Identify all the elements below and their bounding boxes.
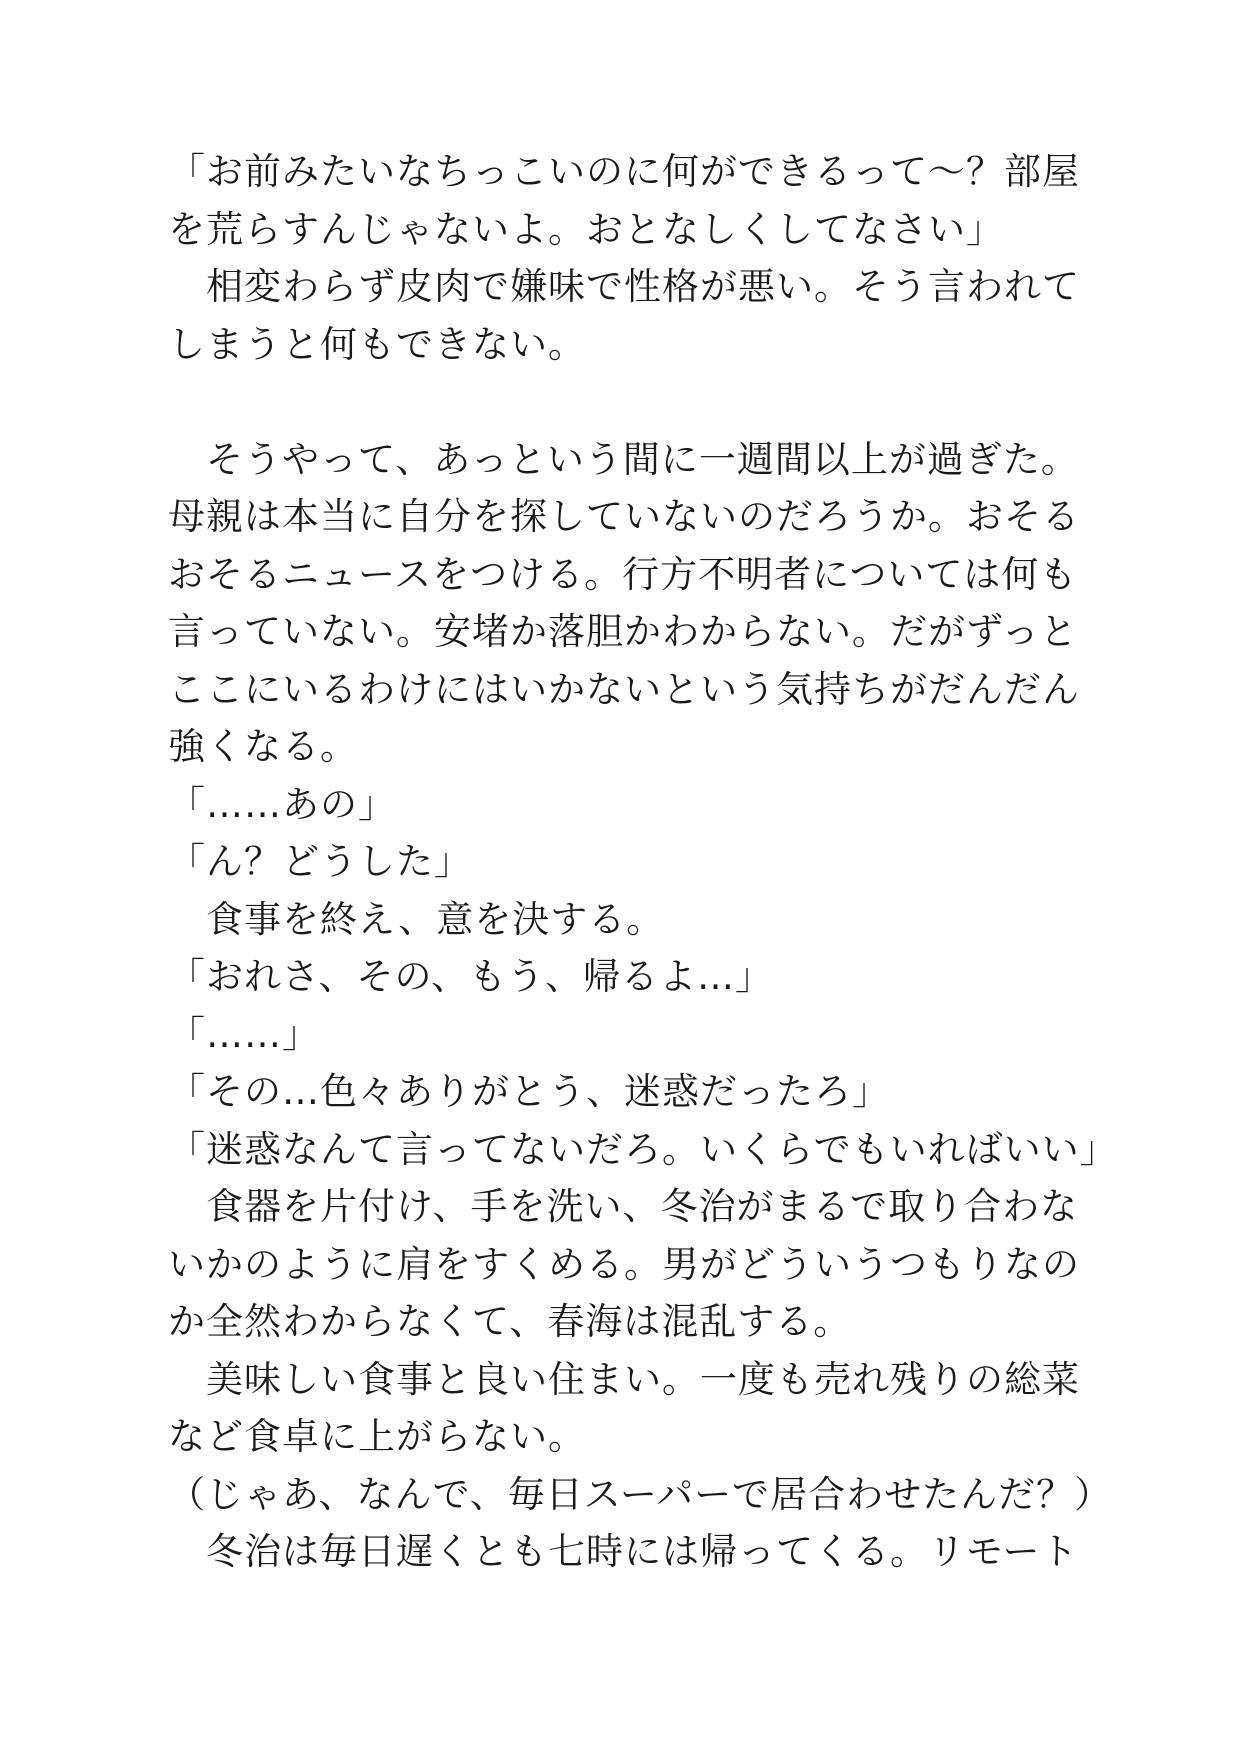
- text-line: （じゃあ、なんで、毎日スーパーで居合わせたんだ？）: [168, 1472, 1113, 1516]
- text-line: 相変わらず皮肉で嫌味で性格が悪い。そう言われて: [168, 265, 1080, 308]
- text-line: 「……」: [168, 1012, 320, 1056]
- text-line: 「ん？どうした」: [168, 840, 472, 883]
- text-line: 言っていない。安堵か落胆かわからない。だがずっと: [168, 610, 1078, 653]
- text-line: 冬治は毎日遅くとも七時には帰ってくる。リモート: [168, 1530, 1079, 1573]
- text-line: 「お前みたいなちっこいのに何ができるって〜？部屋: [168, 150, 1080, 193]
- text-line: 強くなる。: [168, 725, 358, 768]
- text-line: か全然わからなくて、春海は混乱する。: [168, 1300, 852, 1343]
- text-line: しまうと何もできない。: [168, 322, 586, 366]
- text-line: 「おれさ、その、もう、帰るよ…」: [168, 955, 774, 998]
- text-line: 母親は本当に自分を探していないのだろうか。おそる: [168, 495, 1080, 538]
- text-line: ここにいるわけにはいかないという気持ちがだんだん: [168, 667, 1080, 711]
- text-line: 食器を片付け、手を洗い、冬治がまるで取り合わな: [168, 1185, 1079, 1228]
- text-line: を荒らすんじゃないよ。おとなしくしてなさい」: [168, 207, 1004, 251]
- text-line: そうやって、あっという間に一週間以上が過ぎた。: [168, 437, 1079, 481]
- text-line: など食卓に上がらない。: [168, 1415, 586, 1458]
- text-line: おそるニュースをつける。行方不明者については何も: [168, 552, 1078, 596]
- text-line: 「……あの」: [168, 782, 396, 826]
- text-line: 「迷惑なんて言ってないだろ。いくらでもいればいい」: [168, 1127, 1118, 1171]
- body-text: [168, 143, 1118, 1581]
- text-line: 食事を終え、意を決する。: [168, 897, 665, 941]
- text-line: 美味しい食事と良い住まい。一度も売れ残りの総菜: [168, 1357, 1080, 1401]
- text-line: いかのように肩をすくめる。男がどういうつもりなの: [168, 1242, 1080, 1286]
- text-line: 「その…色々ありがとう、迷惑だったろ」: [168, 1070, 890, 1113]
- blank-line: [168, 373, 1098, 431]
